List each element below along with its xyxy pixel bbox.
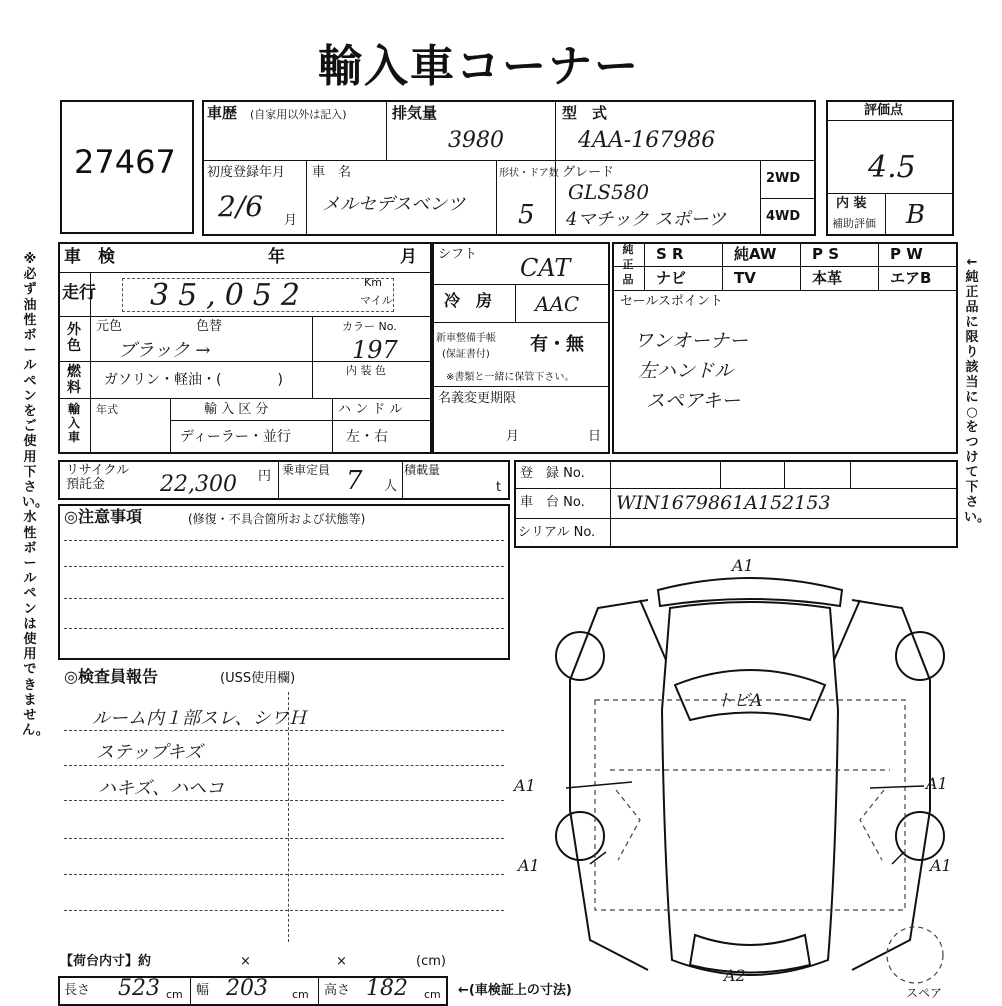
chassis-label: 車 台 No. [520,495,585,510]
shift-label: シフト [438,247,478,262]
recycle-label: リサイクル 預託金 [66,463,130,492]
score-value: 4.5 [868,150,916,185]
cargo-label: 【荷台内寸】約 [60,954,152,969]
genuine-item[interactable]: P S [812,245,840,263]
width-value: 203 [226,976,268,1001]
length-value: 523 [118,976,160,1001]
recycle-value: 22,300 [160,472,237,497]
width-unit: cm [292,988,309,1001]
height-unit: cm [424,988,441,1001]
mark-windshield: トビA [716,691,763,711]
fuel-label: 燃料 [67,364,81,396]
mileage-value: 35,052 [150,278,309,313]
lot-number: 27467 [74,143,176,181]
genuine-item[interactable]: ナビ [656,269,687,287]
mileage-unit-km: Km [364,276,382,289]
capacity-label: 乗車定員 [282,463,331,477]
handle-label: ハ ン ド ル [338,402,403,417]
first-reg-unit: 月 [284,213,298,228]
doors-label: 形状・ドア数 [499,168,559,179]
height-label: 高さ [324,983,351,998]
mark-left-rear: A1 [518,856,540,875]
sales-point-2: 左ハンドル [638,360,734,382]
shaken-year: 年 [268,247,285,267]
side-note-left: ※必ず油性ボールペンをご使用下さい。水性ボールペンは使用できません。 [22,252,49,739]
sales-point-1: ワンオーナー [634,330,749,352]
fuel-options[interactable]: ガソリン・軽油・( ) [104,372,283,388]
interior-sub: 補助評価 [832,217,876,230]
displacement-label: 排気量 [392,104,438,122]
shift-value: CAT [520,254,571,282]
import-year-label: 年式 [96,403,118,416]
inspector-line-3: ハキズ、ハヘコ [98,778,225,799]
interior-color-label: 内 装 色 [346,364,386,377]
color-orig-label: 元色 [96,319,123,334]
doors-value: 5 [518,200,535,230]
mark-right-front: A1 [926,774,948,793]
color-change-label: 色替 [196,319,223,334]
grade-label: グレード [562,165,615,180]
chassis-value: WIN1679861A152153 [616,492,831,514]
capacity-value: 7 [346,466,363,496]
maintenance-label: 新車整備手帳 [436,333,496,344]
mark-right-rear: A1 [930,856,952,875]
car-diagram [540,560,960,1000]
cargo-x-2: × [336,954,347,969]
drive-2wd[interactable]: 2WD [766,171,801,186]
history-note: (自家用以外は記入) [250,108,347,121]
mark-front: A1 [732,556,754,575]
height-value: 182 [366,976,408,1001]
outer-color-label: 外色 [67,322,81,354]
genuine-label: 純正品 [622,243,634,286]
length-label: 長さ [64,983,91,998]
maintenance-note: ※書類と一緒に保管下さい。 [446,372,575,383]
dims-note: ←(車検証上の寸法) [458,983,572,998]
first-reg-value: 2/6 [218,190,264,223]
registration-label: 登 録 No. [520,466,585,481]
interior-label: 内 装 [836,196,867,211]
length-unit: cm [166,988,183,1001]
sales-point-3: スペアキー [646,390,741,412]
inspector-line-2: ステップキズ [96,742,203,763]
genuine-item[interactable]: 純AW [734,245,777,263]
inspector-label: ◎検査員報告 [64,667,158,686]
grade-value-1: GLS580 [568,180,650,204]
inspector-line-1: ルーム内１部スレ、シワＨ [92,708,307,729]
genuine-item[interactable]: エアB [890,269,932,287]
cargo-x-1: × [240,954,251,969]
history-label: 車歴 [207,104,238,122]
model-code-label: 型 式 [562,104,608,122]
car-name-value: メルセデスベンツ [322,194,466,215]
load-unit: t [496,480,502,495]
handle-value[interactable]: 左・右 [346,429,388,445]
genuine-item[interactable]: S R [656,245,684,263]
page-title: 輸入車コーナー [318,41,640,92]
color-code-value: 197 [352,336,398,364]
mileage-unit-mile: マイル [360,294,393,307]
mileage-label: 走行 [62,283,96,303]
displacement-value: 3980 [448,128,504,153]
car-name-label: 車 名 [312,165,352,180]
grade-value-2: 4マチック スポーツ [566,209,726,230]
name-change-label: 名義変更期限 [438,391,517,406]
genuine-item[interactable]: 本革 [812,269,843,287]
import-type-value[interactable]: ディーラー・並行 [180,429,291,445]
width-label: 幅 [196,983,210,998]
shaken-month: 月 [400,247,417,267]
color-value: ブラック → [118,340,211,361]
caution-label: ◎注意事項 [64,507,142,526]
color-code-label: カラー No. [342,320,397,333]
recycle-unit: 円 [258,469,272,484]
drive-4wd[interactable]: 4WD [766,209,801,224]
mark-rear: A2 [724,966,746,985]
load-label: 積載量 [404,463,441,477]
side-note-right: ←純正品に限り該当に○をつけて下さい。 [964,255,991,525]
first-reg-label: 初度登録年月 [207,165,286,180]
model-code-value: 4AA-167986 [578,128,716,153]
ac-label: 冷 房 [444,291,493,310]
spare-label: スペア [906,986,943,1000]
genuine-item[interactable]: TV [734,269,756,287]
maintenance-sub: (保証書付) [442,349,490,360]
mark-left-front: A1 [514,776,536,795]
shaken-label: 車 検 [64,247,115,267]
capacity-unit: 人 [384,479,398,494]
genuine-item[interactable]: P W [890,245,923,263]
sales-points-label: セールスポイント [620,294,723,309]
score-label: 評価点 [864,103,904,118]
cargo-unit: (cm) [416,954,446,969]
serial-label: シリアル No. [518,525,596,540]
ac-value: AAC [535,292,580,316]
name-change-month: 月 [506,429,520,444]
inspector-sub: (USS使用欄) [220,671,296,686]
maintenance-value[interactable]: 有・無 [530,334,584,355]
import-type-label: 輸 入 区 分 [204,402,269,417]
caution-box [58,504,510,660]
interior-value: B [906,200,926,230]
name-change-day: 日 [588,429,602,444]
import-label: 輸入車 [67,402,80,444]
caution-sub: (修復・不具合箇所および状態等) [188,512,366,526]
